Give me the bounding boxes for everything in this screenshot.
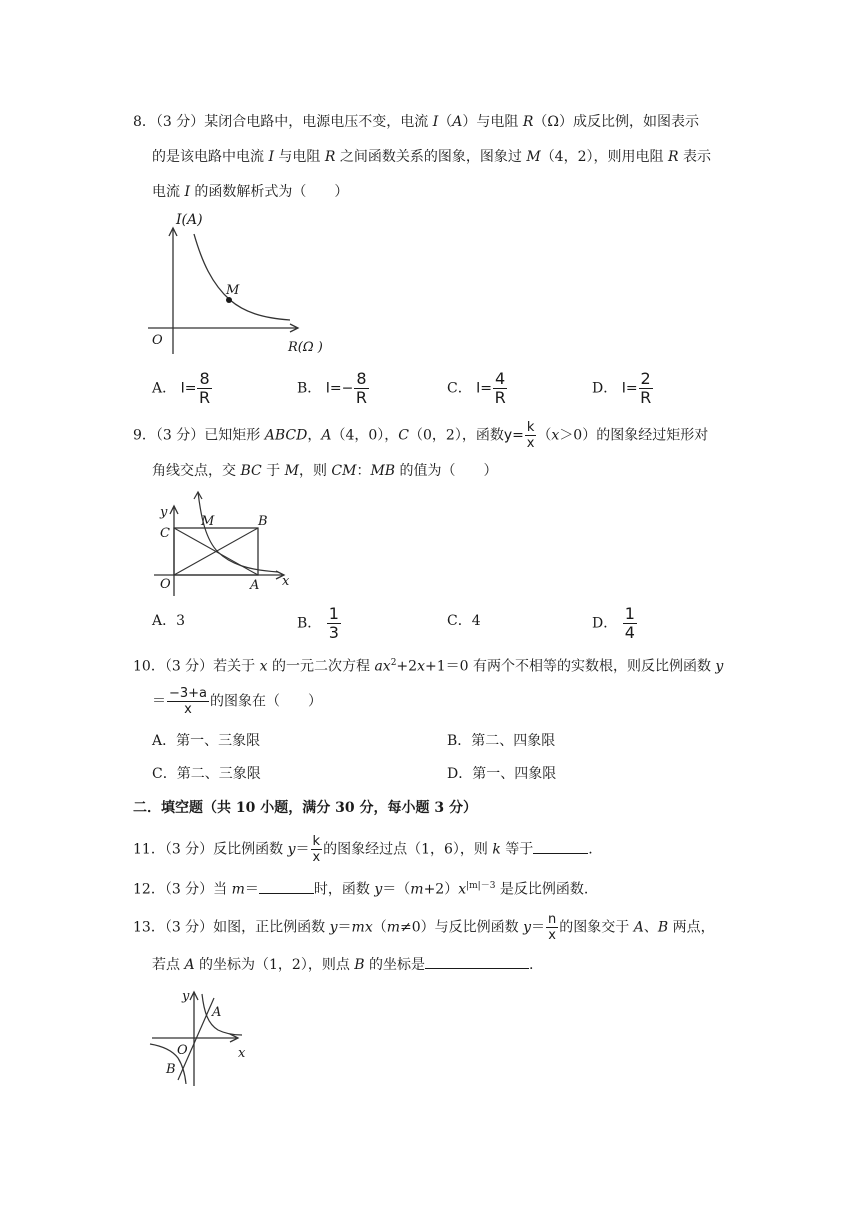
q8-option-c-fraction: $\frac{4}{R}$ <box>494 369 506 407</box>
q10-option-a[interactable]: A．第一、三象限 <box>152 733 261 749</box>
q13-line-y-mx <box>178 998 214 1080</box>
q10-option-d[interactable]: D．第一、四象限 <box>447 766 557 782</box>
q9-option-b[interactable]: B． $\frac{1}{3}$ <box>297 604 339 642</box>
q9-curve <box>198 492 278 572</box>
q9-b-label: B <box>258 514 268 529</box>
section-2-title: 二．填空题（共 10 小题，满分 30 分，每小题 3 分） <box>133 800 477 816</box>
q13-line-1: 13．（3 分）如图，正比例函数 y＝mx（m≠0）与反比例函数 y＝ $\frac{n}{x}$ 的图象交于 A、B 两点， <box>133 912 715 943</box>
q8-y-label: I(A) <box>176 212 203 228</box>
q8-line-2: 的是该电路中电流 I 与电阻 R 之间函数关系的图象，图象过 M（4，2），则用电阻 R 表示 <box>152 149 711 165</box>
q8-line-3: 电流 I 的函数解析式为（ ） <box>152 184 349 200</box>
q8-option-d[interactable]: D． I= $\frac{2}{R}$ <box>592 369 652 407</box>
q11-line: 11．（3 分）反比例函数 y＝ $\frac{k}{x}$ 的图象经过点（1，6），则 k 等于 . <box>133 834 593 865</box>
q10-option-c[interactable]: C．第二、三象限 <box>152 766 261 782</box>
q12-answer-blank[interactable] <box>259 879 314 894</box>
q8-option-b[interactable]: B． I=− $\frac{8}{R}$ <box>297 369 367 407</box>
q10-option-b[interactable]: B．第二、四象限 <box>447 733 556 749</box>
q9-a-label: A <box>250 578 260 593</box>
q10-fraction: $\frac{-3+a}{x}$ <box>169 686 208 717</box>
q13-graph <box>148 984 260 1088</box>
q8-option-d-fraction: $\frac{2}{R}$ <box>640 369 652 407</box>
q8-option-b-fraction: $\frac{8}{R}$ <box>355 369 367 407</box>
q11-answer-blank[interactable] <box>533 839 588 854</box>
q13-b-label: B <box>166 1062 176 1077</box>
q13-o-label: O <box>177 1043 188 1058</box>
q13-answer-blank[interactable] <box>425 954 529 969</box>
q9-x-label: x <box>282 574 290 589</box>
q12-line: 12．（3 分）当 m＝ 时，函数 $y=(m+2)x^{|m|-3}$ 是反比例函数. <box>133 876 588 900</box>
q13-line-2: 若点 A 的坐标为（1，2），则点 B 的坐标是 . <box>152 954 534 975</box>
q13-y-label: y <box>182 989 190 1004</box>
q9-y-label: y <box>160 505 168 520</box>
q9-c-label: C <box>160 526 170 541</box>
q8-x-label: R(Ω ) <box>288 340 323 355</box>
q10-line-2: ＝ $\frac{-3+a}{x}$ 的图象在（ ） <box>152 686 323 717</box>
q13-a-label: A <box>212 1005 222 1020</box>
q8-origin-label: O <box>152 333 163 348</box>
q9-option-b-fraction: $\frac{1}{3}$ <box>328 604 339 642</box>
q13-curve-q1 <box>202 994 242 1035</box>
q9-line-2: 角线交点，交 BC 于 M，则 CM：MB 的值为（ ） <box>152 463 498 479</box>
q13-x-label: x <box>238 1046 246 1061</box>
q10-line-1: 10．（3 分）若关于 x 的一元二次方程 $ax^2+2x+1=0$ 有两个不相等的实数根，则反比例函数 y <box>133 658 724 675</box>
q9-option-a[interactable]: A．3 <box>152 613 186 629</box>
q8-curve <box>194 234 290 320</box>
q8-line-1: 8．（3 分）某闭合电路中，电源电压不变，电流 I（A）与电阻 R（Ω）成反比例，如图表示 <box>133 114 699 130</box>
q9-option-d-fraction: $\frac{1}{4}$ <box>624 604 635 642</box>
q9-k-over-x: $\frac{k}{x}$ <box>526 420 535 451</box>
q9-o-label: O <box>160 577 171 592</box>
q9-m-label: M <box>201 514 215 529</box>
q11-fraction: $\frac{k}{x}$ <box>312 834 321 865</box>
q8-option-a-fraction: $\frac{8}{R}$ <box>198 369 211 407</box>
q13-fraction: $\frac{n}{x}$ <box>548 912 557 943</box>
q8-option-c[interactable]: C． I= $\frac{4}{R}$ <box>447 369 506 407</box>
q8-point-m-label: M <box>226 283 240 298</box>
q9-option-d[interactable]: D． $\frac{1}{4}$ <box>592 604 635 642</box>
q9-line-1: 9．（3 分）已知矩形 ABCD，A（4，0），C（0，2），函数y= $\frac{k}{x}$ （x＞0）的图象经过矩形对 <box>133 420 709 451</box>
q8-graph <box>140 206 323 366</box>
q9-graph <box>146 488 306 600</box>
q9-option-c[interactable]: C．4 <box>447 613 481 629</box>
q8-option-a[interactable]: A． I= $\frac{8}{R}$ <box>152 369 211 407</box>
